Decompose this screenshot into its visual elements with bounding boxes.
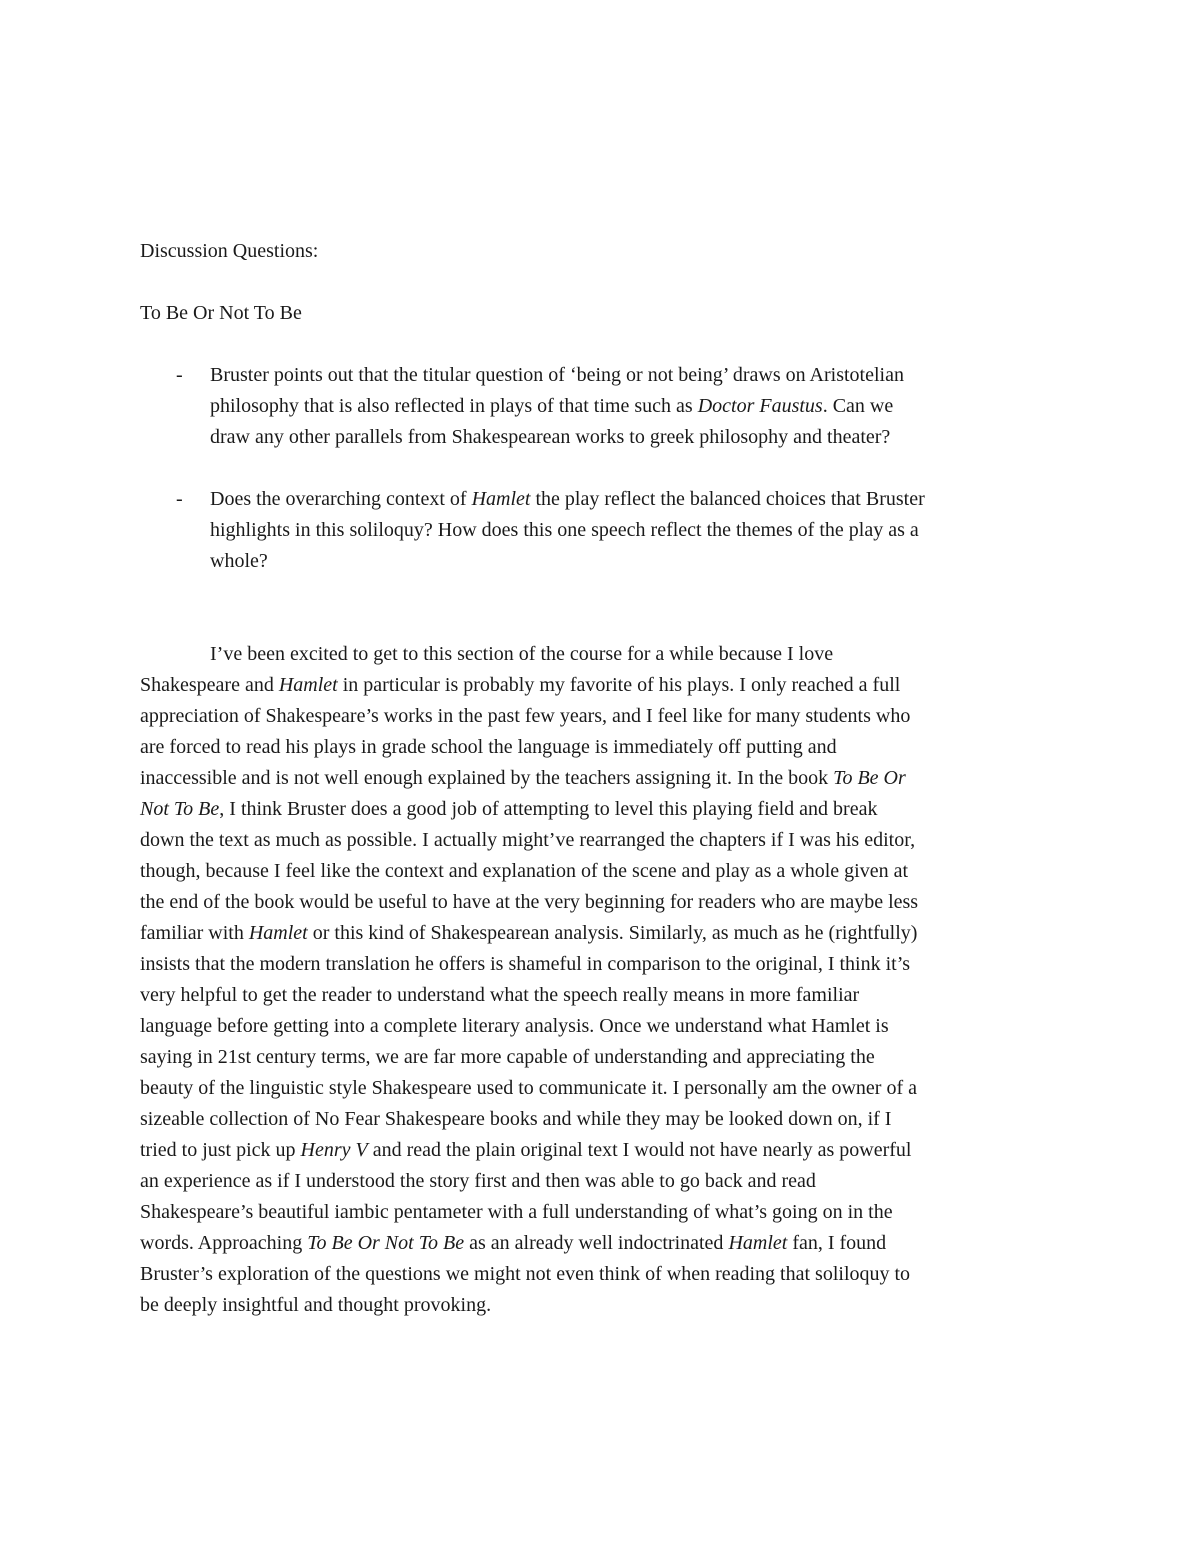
discussion-question-list <box>140 360 1070 577</box>
italic-title: To Be Or Not To Be <box>307 1232 465 1254</box>
text-run: language before getting into a complete literary analysis. Once we understand what Hamlet is <box>140 1015 889 1037</box>
text-line <box>140 825 1070 856</box>
question-text <box>210 484 1070 577</box>
section-title: To Be Or Not To Be <box>140 302 302 324</box>
text-line <box>140 949 1070 980</box>
text-line <box>140 1011 1070 1042</box>
bullet-marker: - <box>176 488 183 510</box>
text-line <box>140 887 1070 918</box>
text-line <box>210 484 1070 515</box>
text-run: draw any other parallels from Shakespearean works to greek philosophy and theater? <box>210 426 891 448</box>
italic-title: Henry V <box>300 1139 368 1161</box>
italic-title: Not To Be <box>140 798 220 820</box>
text-run: in particular is probably my favorite of his plays. I only reached a full <box>337 674 901 696</box>
text-line <box>140 763 1070 794</box>
text-run: fan, I found <box>787 1232 887 1254</box>
text-line <box>140 1166 1070 1197</box>
italic-title: Doctor Faustus <box>697 395 823 417</box>
text-line <box>140 1073 1070 1104</box>
text-line <box>210 422 1070 453</box>
text-run: very helpful to get the reader to understand what the speech really means in more familiar <box>140 984 860 1006</box>
question-text <box>210 360 1070 453</box>
italic-title: Hamlet <box>728 1232 788 1254</box>
text-line <box>210 515 1070 546</box>
text-run: beauty of the linguistic style Shakespeare used to communicate it. I personally am the owner of a <box>140 1077 917 1099</box>
text-run: saying in 21st century terms, we are far more capable of understanding and appreciating the <box>140 1046 875 1068</box>
text-line <box>140 701 1070 732</box>
text-run: insists that the modern translation he offers is shameful in comparison to the original, I think it’s <box>140 953 911 975</box>
text-run: I’ve been excited to get to this section of the course for a while because I love <box>210 643 834 665</box>
text-line <box>140 1290 1070 1321</box>
italic-title: Hamlet <box>471 488 531 510</box>
text-run: the play reflect the balanced choices that Bruster <box>530 488 925 510</box>
text-line <box>140 794 1070 825</box>
text-line <box>140 1042 1070 1073</box>
text-run: Shakespeare and <box>140 674 279 696</box>
text-run: be deeply insightful and thought provoking. <box>140 1294 492 1316</box>
text-run: appreciation of Shakespeare’s works in the past few years, and I feel like for many students who <box>140 705 911 727</box>
text-run: , I think Bruster does a good job of attempting to level this playing field and break <box>219 798 878 820</box>
text-run: Bruster’s exploration of the questions we might not even think of when reading that soliloquy to <box>140 1263 911 1285</box>
text-line <box>140 1259 1070 1290</box>
essay-paragraph <box>140 639 1070 1321</box>
text-line <box>140 1104 1070 1135</box>
text-run: sizeable collection of No Fear Shakespeare books and while they may be looked down on, if I <box>140 1108 892 1130</box>
italic-title: Hamlet <box>278 674 338 696</box>
discussion-question-1 <box>140 360 1070 453</box>
text-line <box>140 1197 1070 1228</box>
text-run: tried to just pick up <box>140 1139 301 1161</box>
text-line <box>210 546 1070 577</box>
page-title: Discussion Questions: <box>140 240 319 262</box>
italic-title: To Be Or <box>833 767 906 789</box>
text-line <box>140 1135 1070 1166</box>
text-run: words. Approaching <box>140 1232 308 1254</box>
text-run: inaccessible and is not well enough explained by the teachers assigning it. In the book <box>140 767 834 789</box>
text-run: whole? <box>210 550 268 572</box>
text-line <box>140 1228 1070 1259</box>
text-line <box>140 856 1070 887</box>
text-run: Shakespeare’s beautiful iambic pentameter with a full understanding of what’s going on in the <box>140 1201 893 1223</box>
text-run: though, because I feel like the context and explanation of the scene and play as a whole given at <box>140 860 909 882</box>
text-run: or this kind of Shakespearean analysis. Similarly, as much as he (rightfully) <box>307 922 918 944</box>
discussion-question-2 <box>140 484 1070 577</box>
text-run: philosophy that is also reflected in plays of that time such as <box>210 395 698 417</box>
text-line <box>140 980 1070 1011</box>
italic-title: Hamlet <box>248 922 308 944</box>
text-run: Does the overarching context of <box>210 488 472 510</box>
text-run: are forced to read his plays in grade school the language is immediately off putting and <box>140 736 837 758</box>
text-run: down the text as much as possible. I actually might’ve rearranged the chapters if I was his editor, <box>140 829 916 851</box>
text-run: familiar with <box>140 922 249 944</box>
document-page <box>140 236 1070 1321</box>
text-line <box>140 918 1070 949</box>
text-run: and read the plain original text I would not have nearly as powerful <box>367 1139 912 1161</box>
text-run: an experience as if I understood the story first and then was able to go back and read <box>140 1170 816 1192</box>
text-run: the end of the book would be useful to have at the very beginning for readers who are maybe less <box>140 891 919 913</box>
text-line <box>210 360 1070 391</box>
text-run: highlights in this soliloquy? How does this one speech reflect the themes of the play as a <box>210 519 919 541</box>
text-line <box>140 639 1070 670</box>
text-run: . Can we <box>822 395 894 417</box>
text-run: Bruster points out that the titular question of ‘being or not being’ draws on Aristotelian <box>210 364 904 386</box>
bullet-marker: - <box>176 364 183 386</box>
text-line <box>140 670 1070 701</box>
text-line <box>210 391 1070 422</box>
text-run: as an already well indoctrinated <box>464 1232 729 1254</box>
text-line <box>140 732 1070 763</box>
